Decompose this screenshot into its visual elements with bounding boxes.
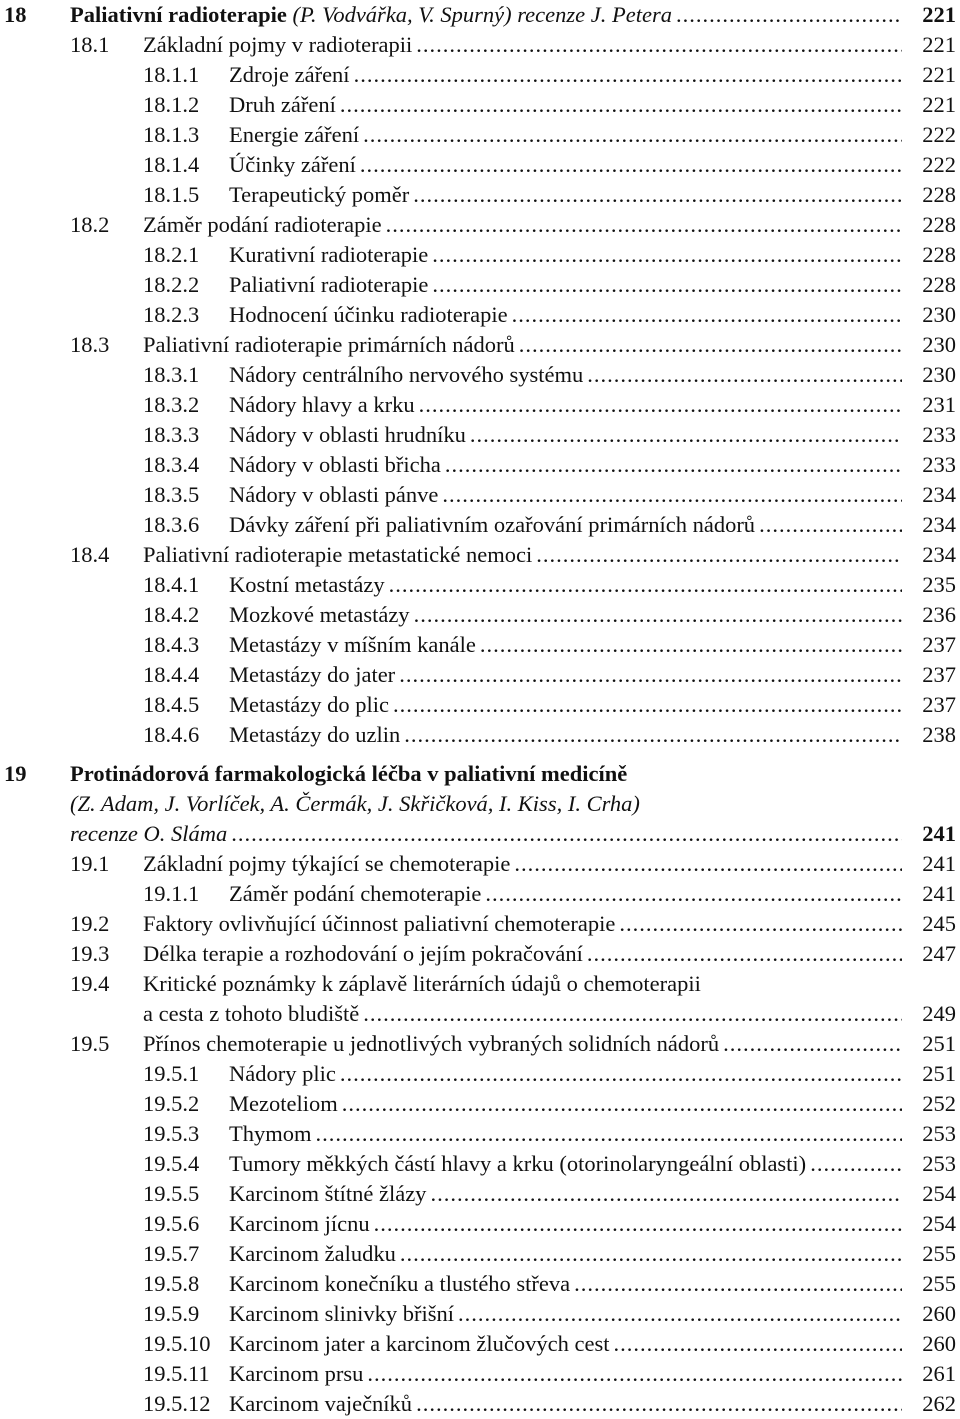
- page-number: 221: [922, 62, 956, 87]
- section-number: 18.3.1: [143, 362, 200, 387]
- section-number: 19.5.12: [143, 1391, 211, 1416]
- toc-entry[interactable]: [0, 510, 960, 540]
- section-number: 19.4: [70, 971, 110, 996]
- section-number: 18.2.1: [143, 242, 200, 267]
- toc-entry[interactable]: [0, 1149, 960, 1179]
- toc-entry[interactable]: [0, 1059, 960, 1089]
- section-title: Přínos chemoterapie u jednotlivých vybraných solidních nádorů: [143, 1031, 720, 1056]
- dot-leader: [416, 1389, 902, 1419]
- section-title: Paliativní radioterapie primárních nádorů: [143, 332, 515, 357]
- toc-entry[interactable]: [0, 1209, 960, 1239]
- section-title: Nádory v oblasti pánve: [229, 482, 439, 507]
- section-number: 18.4.1: [143, 572, 200, 597]
- dot-leader: [354, 60, 902, 90]
- dot-leader: [416, 30, 902, 60]
- page-number: 255: [922, 1271, 956, 1296]
- section-title: Energie záření: [229, 122, 360, 147]
- dot-leader: [389, 570, 902, 600]
- chapter-19-authors-line: [0, 789, 960, 819]
- page-number: 241: [922, 821, 956, 846]
- section-title: Karcinom prsu: [229, 1361, 364, 1386]
- page-number: 241: [922, 851, 956, 876]
- section-title: Karcinom jícnu: [229, 1211, 370, 1236]
- toc-entry[interactable]: [0, 540, 960, 570]
- toc-entry[interactable]: [0, 720, 960, 750]
- section-title: Karcinom konečníku a tlustého střeva: [229, 1271, 571, 1296]
- chapter-title: Protinádorová farmakologická léčba v paliativní medicíně: [70, 761, 628, 786]
- dot-leader: [231, 819, 902, 849]
- section-number: 18.4: [70, 542, 110, 567]
- section-title: Nádory v oblasti břicha: [229, 452, 441, 477]
- toc-entry[interactable]: [0, 849, 960, 879]
- section-number: 18.1: [70, 32, 110, 57]
- page-number: 228: [922, 182, 956, 207]
- section-title: Účinky záření: [229, 152, 356, 177]
- toc-entry[interactable]: [0, 600, 960, 630]
- page-number: 236: [922, 602, 956, 627]
- toc-entry[interactable]: [0, 450, 960, 480]
- page-number: 247: [922, 941, 956, 966]
- section-title: Metastázy do jater: [229, 662, 396, 687]
- dot-leader: [810, 1149, 902, 1179]
- section-number: 19.2: [70, 911, 110, 936]
- page-number: 230: [922, 302, 956, 327]
- dot-leader: [363, 120, 902, 150]
- toc-entry[interactable]: [0, 1299, 960, 1329]
- section-number: 19.1.1: [143, 881, 200, 906]
- dot-leader: [432, 240, 902, 270]
- section-title: Hodnocení účinku radioterapie: [229, 302, 508, 327]
- section-number: 18.1.4: [143, 152, 200, 177]
- page-number: 261: [922, 1361, 956, 1386]
- section-number: 18.1.5: [143, 182, 200, 207]
- section-number: 19.5.9: [143, 1301, 200, 1326]
- dot-leader: [587, 939, 902, 969]
- toc-entry[interactable]: [0, 1119, 960, 1149]
- section-number: 18.2.3: [143, 302, 200, 327]
- toc-entry[interactable]: [0, 390, 960, 420]
- dot-leader: [404, 720, 902, 750]
- section-number: 18.3: [70, 332, 110, 357]
- page-number: 233: [922, 422, 956, 447]
- chapter-number: 18: [4, 2, 27, 27]
- dot-leader: [400, 1239, 902, 1269]
- page-number: 222: [922, 152, 956, 177]
- toc-entry[interactable]: [0, 570, 960, 600]
- toc-entry[interactable]: [0, 690, 960, 720]
- toc-entry[interactable]: [0, 210, 960, 240]
- section-title: Mezoteliom: [229, 1091, 338, 1116]
- dot-leader: [536, 540, 902, 570]
- dot-leader: [480, 630, 902, 660]
- section-title: Karcinom žaludku: [229, 1241, 396, 1266]
- toc-entry[interactable]: [0, 1269, 960, 1299]
- page-number: 237: [922, 632, 956, 657]
- dot-leader: [413, 180, 902, 210]
- page-number: 222: [922, 122, 956, 147]
- page-number: 238: [922, 722, 956, 747]
- toc-entry[interactable]: [0, 1359, 960, 1389]
- toc-entry[interactable]: [0, 120, 960, 150]
- section-number: 19.5.4: [143, 1151, 200, 1176]
- section-title-continuation: a cesta z tohoto bludiště: [143, 1001, 360, 1026]
- page-number: 254: [922, 1211, 956, 1236]
- dot-leader: [340, 1059, 902, 1089]
- page-number: 231: [922, 392, 956, 417]
- page-number: 237: [922, 662, 956, 687]
- section-number: 18.2: [70, 212, 110, 237]
- chapter-19-review-line[interactable]: [0, 819, 960, 849]
- dot-leader: [367, 1359, 902, 1389]
- section-title: Kostní metastázy: [229, 572, 385, 597]
- page-number: 228: [922, 272, 956, 297]
- dot-leader: [587, 360, 902, 390]
- dot-leader: [613, 1329, 902, 1359]
- chapter-authors: (P. Vodvářka, V. Spurný) recenze J. Petera: [286, 2, 672, 27]
- section-number: 19.5.3: [143, 1121, 200, 1146]
- page-number: 221: [922, 32, 956, 57]
- page-number: 255: [922, 1241, 956, 1266]
- section-number: 19.5.7: [143, 1241, 200, 1266]
- toc-entry[interactable]: [0, 1239, 960, 1269]
- section-title: Karcinom slinivky břišní: [229, 1301, 454, 1326]
- dot-leader: [514, 849, 902, 879]
- toc-entry-continuation[interactable]: [0, 999, 960, 1029]
- section-title: Paliativní radioterapie: [229, 272, 429, 297]
- toc-chapter-19[interactable]: [0, 759, 960, 789]
- toc-entry[interactable]: [0, 969, 960, 999]
- section-number: 18.4.5: [143, 692, 200, 717]
- section-title: Paliativní radioterapie metastatické nemoci: [143, 542, 533, 567]
- toc-entry[interactable]: [0, 240, 960, 270]
- dot-leader: [393, 690, 902, 720]
- section-title: Kurativní radioterapie: [229, 242, 429, 267]
- dot-leader: [419, 390, 902, 420]
- dot-leader: [445, 450, 902, 480]
- section-title: Tumory měkkých částí hlavy a krku (otorinolaryngeální oblasti): [229, 1151, 807, 1176]
- chapter-number: 19: [4, 761, 27, 786]
- toc-entry[interactable]: [0, 480, 960, 510]
- section-title: Dávky záření při paliativním ozařování primárních nádorů: [229, 512, 756, 537]
- section-number: 19.5.1: [143, 1061, 200, 1086]
- section-title: Nádory centrálního nervového systému: [229, 362, 584, 387]
- toc-entry[interactable]: [0, 1179, 960, 1209]
- section-title: Karcinom štítné žlázy: [229, 1181, 427, 1206]
- section-number: 18.3.4: [143, 452, 200, 477]
- section-title: Délka terapie a rozhodování o jejím pokračování: [143, 941, 583, 966]
- dot-leader: [512, 300, 902, 330]
- page-number: 252: [922, 1091, 956, 1116]
- section-number: 19.5.6: [143, 1211, 200, 1236]
- section-number: 19.5.10: [143, 1331, 211, 1356]
- section-number: 18.3.3: [143, 422, 200, 447]
- toc-entry[interactable]: [0, 60, 960, 90]
- toc-entry[interactable]: [0, 90, 960, 120]
- dot-leader: [442, 480, 902, 510]
- section-title: Nádory plic: [229, 1061, 336, 1086]
- section-number: 19.5.5: [143, 1181, 200, 1206]
- page-number: 260: [922, 1301, 956, 1326]
- chapter-authors: (Z. Adam, J. Vorlíček, A. Čermák, J. Skřičková, I. Kiss, I. Crha): [70, 791, 640, 816]
- section-number: 18.4.2: [143, 602, 200, 627]
- dot-leader: [386, 210, 902, 240]
- dot-leader: [519, 330, 902, 360]
- page-number: 221: [922, 2, 956, 27]
- toc-entry[interactable]: [0, 270, 960, 300]
- toc-entry[interactable]: [0, 1389, 960, 1419]
- section-number: 18.3.5: [143, 482, 200, 507]
- dot-leader: [430, 1179, 902, 1209]
- section-title: Kritické poznámky k záplavě literárních údajů o chemoterapii: [143, 971, 701, 996]
- page-number: 234: [922, 512, 956, 537]
- section-title: Mozkové metastázy: [229, 602, 410, 627]
- section-title: Faktory ovlivňující účinnost paliativní chemoterapie: [143, 911, 616, 936]
- section-title: Druh záření: [229, 92, 336, 117]
- toc-entry[interactable]: [0, 420, 960, 450]
- section-number: 18.1.2: [143, 92, 200, 117]
- dot-leader: [485, 879, 902, 909]
- section-title: Karcinom jater a karcinom žlučových cest: [229, 1331, 610, 1356]
- page-number: 262: [922, 1391, 956, 1416]
- section-title: Základní pojmy týkající se chemoterapie: [143, 851, 511, 876]
- dot-leader: [340, 90, 902, 120]
- dot-leader: [723, 1029, 902, 1059]
- section-title: Nádory hlavy a krku: [229, 392, 415, 417]
- dot-leader: [619, 909, 902, 939]
- toc-entry[interactable]: [0, 150, 960, 180]
- section-number: 19.3: [70, 941, 110, 966]
- toc-entry[interactable]: [0, 630, 960, 660]
- toc-entry[interactable]: [0, 180, 960, 210]
- dot-leader: [676, 0, 902, 30]
- page-number: 230: [922, 332, 956, 357]
- toc-entry[interactable]: [0, 1329, 960, 1359]
- page-number: 234: [922, 542, 956, 567]
- page-number: 235: [922, 572, 956, 597]
- page-number: 228: [922, 242, 956, 267]
- section-number: 19.1: [70, 851, 110, 876]
- dot-leader: [759, 510, 902, 540]
- page-number: 254: [922, 1181, 956, 1206]
- page-number: 233: [922, 452, 956, 477]
- page-number: 228: [922, 212, 956, 237]
- page-number: 237: [922, 692, 956, 717]
- toc-entry[interactable]: [0, 30, 960, 60]
- section-number: 18.4.4: [143, 662, 200, 687]
- section-title: Terapeutický poměr: [229, 182, 410, 207]
- section-title: Thymom: [229, 1121, 312, 1146]
- page-number: 253: [922, 1151, 956, 1176]
- section-number: 19.5.2: [143, 1091, 200, 1116]
- page-number: 251: [922, 1061, 956, 1086]
- toc-entry[interactable]: [0, 939, 960, 969]
- toc-entry[interactable]: [0, 1089, 960, 1119]
- toc-entry[interactable]: [0, 1029, 960, 1059]
- toc-entry[interactable]: [0, 879, 960, 909]
- section-title: Zdroje záření: [229, 62, 350, 87]
- dot-leader: [470, 420, 902, 450]
- toc-entry[interactable]: [0, 300, 960, 330]
- dot-leader: [360, 150, 902, 180]
- chapter-title: Paliativní radioterapie: [70, 2, 287, 27]
- page-number: 260: [922, 1331, 956, 1356]
- page-number: 241: [922, 881, 956, 906]
- page-number: 253: [922, 1121, 956, 1146]
- dot-leader: [399, 660, 902, 690]
- page-number: 234: [922, 482, 956, 507]
- section-number: 18.3.6: [143, 512, 200, 537]
- section-number: 19.5: [70, 1031, 110, 1056]
- dot-leader: [458, 1299, 902, 1329]
- toc-entry[interactable]: [0, 660, 960, 690]
- page-number: 249: [922, 1001, 956, 1026]
- section-title: Záměr podání chemoterapie: [229, 881, 482, 906]
- section-number: 18.2.2: [143, 272, 200, 297]
- chapter-review: recenze O. Sláma: [70, 821, 228, 846]
- section-number: 18.1.3: [143, 122, 200, 147]
- dot-leader: [342, 1089, 902, 1119]
- toc-entry[interactable]: [0, 360, 960, 390]
- page-number: 221: [922, 92, 956, 117]
- dot-leader: [432, 270, 902, 300]
- section-number: 18.4.3: [143, 632, 200, 657]
- section-title: Nádory v oblasti hrudníku: [229, 422, 466, 447]
- section-title: Metastázy v míšním kanále: [229, 632, 476, 657]
- dot-leader: [374, 1209, 902, 1239]
- dot-leader: [414, 600, 902, 630]
- toc-chapter-18[interactable]: [0, 0, 960, 30]
- toc-entry[interactable]: [0, 909, 960, 939]
- toc-entry[interactable]: [0, 330, 960, 360]
- section-title: Základní pojmy v radioterapii: [143, 32, 413, 57]
- section-number: 18.1.1: [143, 62, 200, 87]
- section-number: 18.4.6: [143, 722, 200, 747]
- section-title: Záměr podání radioterapie: [143, 212, 382, 237]
- dot-leader: [574, 1269, 902, 1299]
- page-number: 230: [922, 362, 956, 387]
- section-title: Karcinom vaječníků: [229, 1391, 413, 1416]
- section-number: 19.5.11: [143, 1361, 210, 1386]
- page-number: 251: [922, 1031, 956, 1056]
- page-number: 245: [922, 911, 956, 936]
- section-number: 18.3.2: [143, 392, 200, 417]
- section-title: Metastázy do plic: [229, 692, 389, 717]
- dot-leader: [363, 999, 902, 1029]
- dot-leader: [316, 1119, 903, 1149]
- section-title: Metastázy do uzlin: [229, 722, 401, 747]
- section-number: 19.5.8: [143, 1271, 200, 1296]
